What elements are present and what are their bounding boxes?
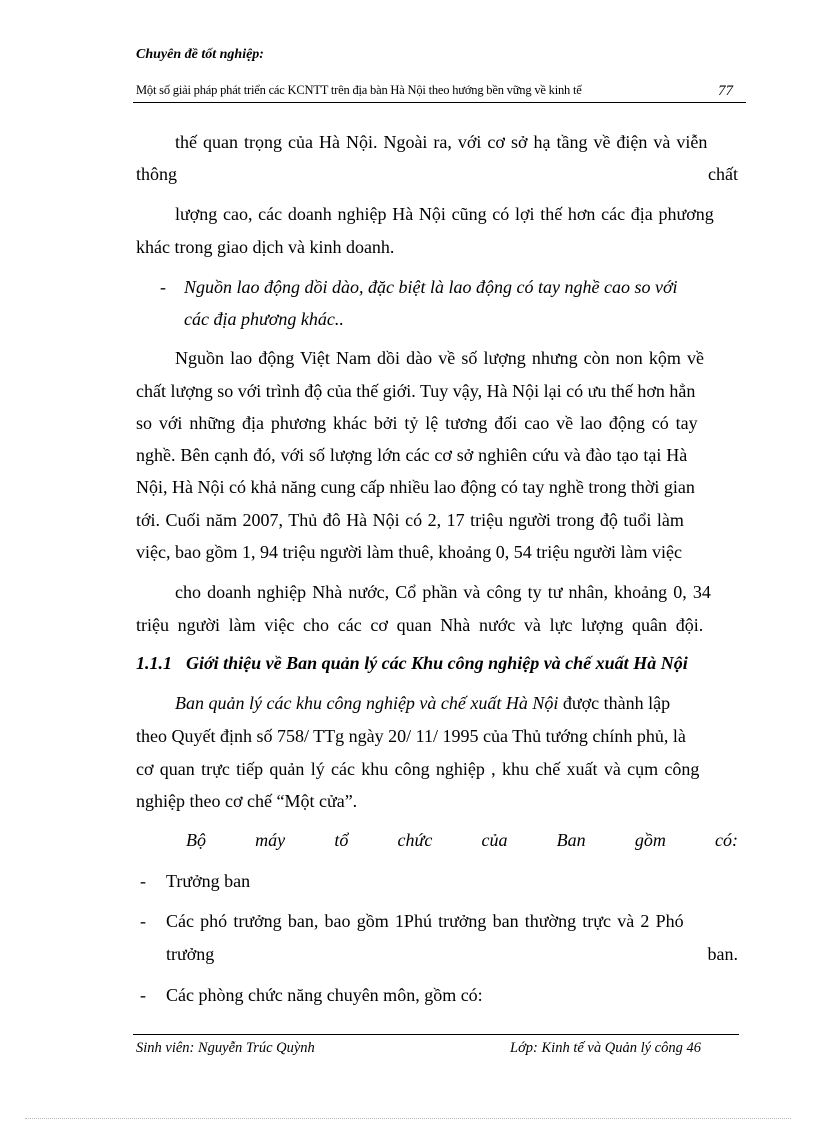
- org-word: gồm: [634, 830, 666, 850]
- section-heading: [136, 653, 688, 674]
- body-line: nghề. Bên cạnh đó, với số lượng lớn các cơ sở nghiên cứu và đào tạo tại Hà: [136, 445, 688, 465]
- page-edge-divider: [25, 1118, 791, 1119]
- body-line: chất lượng so với trình độ của thế giới. Tuy vậy, Hà Nội lại có ưu thế hơn hẳn: [136, 381, 696, 401]
- body-line: lượng cao, các doanh nghiệp Hà Nội cũng có lợi thế hơn các địa phương: [175, 204, 714, 224]
- body-text: được thành lập: [558, 693, 671, 713]
- list-item: Các phòng chức năng chuyên môn, gồm có:: [166, 985, 483, 1005]
- body-italic-phrase: Ban quản lý các khu công nghiệp và chế xuất Hà Nội: [175, 693, 559, 713]
- body-line: nghiệp theo cơ chế “Một cửa”.: [136, 791, 358, 811]
- body-line: [175, 693, 670, 714]
- body-line: khác trong giao dịch và kinh doanh.: [136, 237, 395, 257]
- footer-class: Lớp: Kinh tế và Quản lý công 46: [510, 1040, 701, 1056]
- body-line: tới. Cuối năm 2007, Thủ đô Hà Nội có 2, 17 triệu người trong độ tuổi làm: [136, 510, 684, 530]
- body-line: việc, bao gồm 1, 94 triệu người làm thuê, khoảng 0, 54 triệu người làm việc: [136, 542, 682, 562]
- list-item: Các phó trưởng ban, bao gồm 1Phú trưởng ban thường trực và 2 Phó: [166, 911, 684, 931]
- org-word: tổ: [334, 830, 349, 850]
- list-item: Trưởng ban: [166, 871, 251, 891]
- bullet-italic-line: các địa phương khác..: [184, 309, 344, 329]
- list-item-justified: [166, 944, 738, 965]
- section-title: Giới thiệu về Ban quản lý các Khu công nghiệp và chế xuất Hà Nội: [186, 653, 688, 673]
- org-word: máy: [255, 830, 286, 850]
- body-word: chất: [708, 164, 738, 184]
- header-title: Chuyên đề tốt nghiệp:: [136, 47, 264, 62]
- org-word: Ban: [556, 830, 586, 850]
- footer-rule: [133, 1034, 739, 1035]
- org-word: của: [481, 830, 508, 850]
- org-word: có:: [715, 830, 738, 850]
- bullet-dash: -: [160, 277, 166, 297]
- body-line: cho doanh nghiệp Nhà nước, Cổ phần và công ty tư nhân, khoảng 0, 34: [175, 582, 711, 602]
- body-line: thế quan trọng của Hà Nội. Ngoài ra, với cơ sở hạ tầng về điện và viễn: [175, 132, 708, 152]
- page-number: 77: [718, 83, 733, 99]
- section-number: 1.1.1: [136, 653, 172, 673]
- list-dash: -: [140, 871, 146, 891]
- list-dash: -: [140, 985, 146, 1005]
- bullet-italic-line: Nguồn lao động dồi dào, đặc biệt là lao động có tay nghề cao so với: [184, 277, 678, 297]
- header-rule: [133, 102, 746, 103]
- org-line-justified: [186, 830, 738, 851]
- list-dash: -: [140, 911, 146, 931]
- body-line: Nguồn lao động Việt Nam dồi dào về số lượng nhưng còn non kộm về: [175, 348, 704, 368]
- body-word: ban.: [707, 944, 738, 964]
- body-line: Nội, Hà Nội có khả năng cung cấp nhiều lao động có tay nghề trong thời gian: [136, 477, 695, 497]
- body-line: so với những địa phương khác bởi tỷ lệ tương đối cao về lao động có tay: [136, 413, 698, 433]
- body-line: theo Quyết định số 758/ TTg ngày 20/ 11/ 1995 của Thủ tướng chính phủ, là: [136, 726, 686, 746]
- body-line-justified: [136, 164, 738, 185]
- footer-student: Sinh viên: Nguyễn Trúc Quỳnh: [136, 1040, 315, 1056]
- body-line: triệu người làm việc cho các cơ quan Nhà nước và lực lượng quân đội.: [136, 615, 704, 635]
- body-word: thông: [136, 164, 178, 184]
- body-word: trưởng: [166, 944, 215, 964]
- body-line: cơ quan trực tiếp quản lý các khu công nghiệp , khu chế xuất và cụm công: [136, 759, 700, 779]
- header-subtitle: Một số giải pháp phát triển các KCNTT trên địa bàn Hà Nội theo hướng bền vững về kinh tế: [136, 83, 582, 97]
- org-word: chức: [397, 830, 433, 850]
- org-word: Bộ: [186, 830, 206, 850]
